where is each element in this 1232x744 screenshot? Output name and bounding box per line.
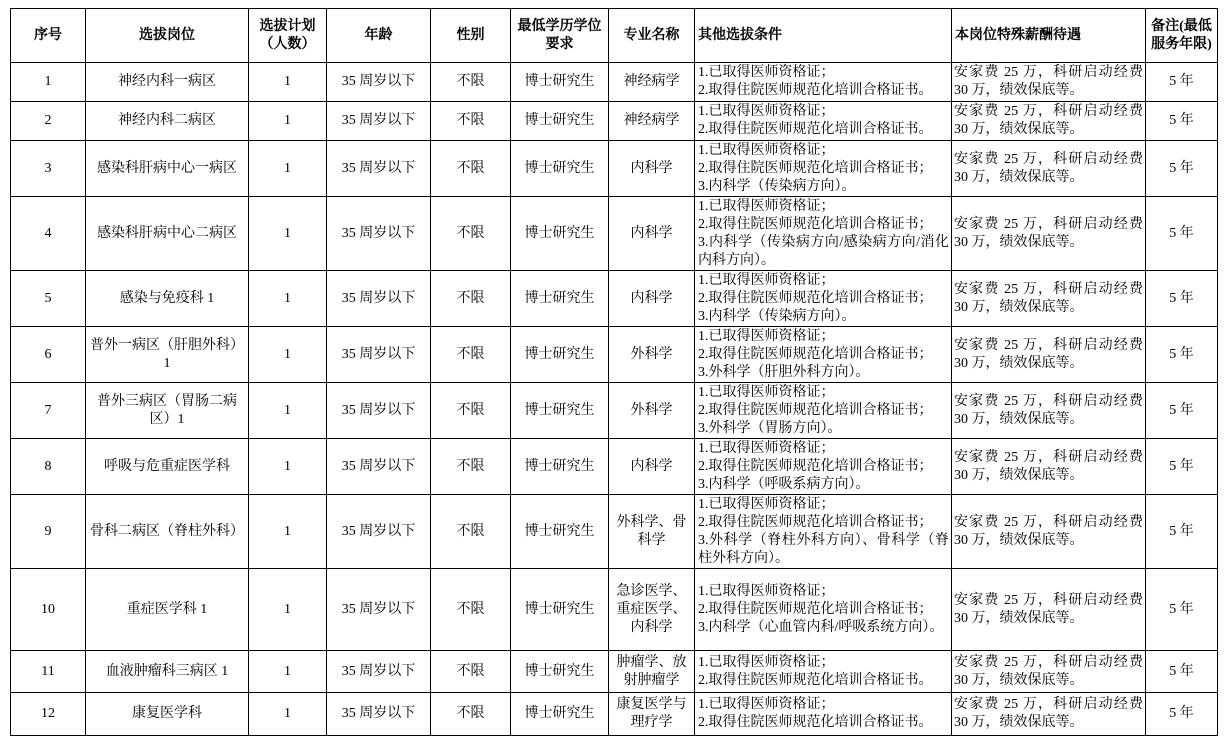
condition-item: 2.取得住院医师规范化培训合格证书； — [698, 514, 933, 530]
education-cell: 博士研究生 — [511, 102, 609, 141]
salary-cell: 安家费 25 万，科研启动经费 30 万，绩效保底等。 — [952, 495, 1146, 569]
conditions-cell — [695, 569, 952, 651]
education-cell: 博士研究生 — [511, 197, 609, 271]
plan-count-cell: 1 — [249, 63, 327, 102]
header-position: 选拔岗位 — [86, 9, 249, 63]
major-cell: 内科学 — [609, 271, 695, 327]
age-cell: 35 周岁以下 — [327, 569, 431, 651]
condition-item: 3.内科学（传染病方向）。 — [698, 308, 856, 324]
plan-count-cell: 1 — [249, 383, 327, 439]
condition-item: 2.取得住院医师规范化培训合格证书； — [698, 216, 933, 232]
plan-count-cell: 1 — [249, 651, 327, 693]
education-cell: 博士研究生 — [511, 569, 609, 651]
salary-cell: 安家费 25 万，科研启动经费 30 万，绩效保底等。 — [952, 651, 1146, 693]
table-body — [11, 63, 1218, 736]
gender-cell: 不限 — [431, 439, 511, 495]
condition-item: 1.已取得医师资格证； — [698, 583, 835, 599]
service-years-cell: 5 年 — [1146, 439, 1218, 495]
condition-item: 1.已取得医师资格证； — [698, 272, 835, 288]
condition-item: 1.已取得医师资格证； — [698, 104, 835, 119]
condition-item: 2.取得住院医师规范化培训合格证书。 — [698, 122, 933, 137]
index-cell: 6 — [11, 327, 86, 383]
recruitment-table — [10, 8, 1218, 736]
plan-count-cell: 1 — [249, 327, 327, 383]
position-cell: 感染科肝病中心二病区 — [86, 197, 249, 271]
condition-item: 2.取得住院医师规范化培训合格证书； — [698, 346, 933, 362]
plan-count-cell: 1 — [249, 439, 327, 495]
education-cell: 博士研究生 — [511, 327, 609, 383]
age-cell: 35 周岁以下 — [327, 495, 431, 569]
major-cell: 内科学 — [609, 197, 695, 271]
service-years-cell: 5 年 — [1146, 693, 1218, 736]
education-cell: 博士研究生 — [511, 141, 609, 197]
age-cell: 35 周岁以下 — [327, 383, 431, 439]
age-cell: 35 周岁以下 — [327, 327, 431, 383]
plan-count-cell: 1 — [249, 102, 327, 141]
position-cell: 感染与免疫科 1 — [86, 271, 249, 327]
conditions-cell — [695, 327, 952, 383]
gender-cell: 不限 — [431, 495, 511, 569]
header-gender: 性别 — [431, 9, 511, 63]
condition-item: 3.外科学（胃肠方向）。 — [698, 420, 842, 436]
salary-cell: 安家费 25 万，科研启动经费 30 万，绩效保底等。 — [952, 327, 1146, 383]
education-cell: 博士研究生 — [511, 693, 609, 736]
conditions-cell — [695, 271, 952, 327]
header-row — [11, 9, 1218, 63]
service-years-cell: 5 年 — [1146, 327, 1218, 383]
gender-cell: 不限 — [431, 197, 511, 271]
table-row — [11, 495, 1218, 569]
conditions-cell — [695, 693, 952, 736]
conditions-cell — [695, 651, 952, 693]
age-cell: 35 周岁以下 — [327, 102, 431, 141]
position-cell: 血液肿瘤科三病区 1 — [86, 651, 249, 693]
position-cell: 重症医学科 1 — [86, 569, 249, 651]
education-cell: 博士研究生 — [511, 495, 609, 569]
plan-count-cell: 1 — [249, 495, 327, 569]
index-cell: 8 — [11, 439, 86, 495]
major-cell: 内科学 — [609, 141, 695, 197]
table-row — [11, 569, 1218, 651]
header-education: 最低学历学位要求 — [511, 9, 609, 63]
index-cell: 12 — [11, 693, 86, 736]
table-row — [11, 439, 1218, 495]
condition-item: 1.已取得医师资格证； — [698, 198, 835, 214]
plan-count-cell: 1 — [249, 197, 327, 271]
index-cell: 5 — [11, 271, 86, 327]
service-years-cell: 5 年 — [1146, 197, 1218, 271]
header-age: 年龄 — [327, 9, 431, 63]
condition-item: 1.已取得医师资格证； — [698, 142, 835, 158]
condition-item: 3.内科学（传染病方向/感染病方向/消化内科方向）。 — [698, 234, 949, 268]
condition-item: 1.已取得医师资格证； — [698, 65, 835, 80]
position-cell: 骨科二病区（脊柱外科） — [86, 495, 249, 569]
table-row — [11, 271, 1218, 327]
condition-item: 1.已取得医师资格证； — [698, 496, 835, 512]
position-cell: 康复医学科 — [86, 693, 249, 736]
index-cell: 10 — [11, 569, 86, 651]
age-cell: 35 周岁以下 — [327, 271, 431, 327]
gender-cell: 不限 — [431, 651, 511, 693]
condition-item: 3.外科学（脊柱外科方向）、骨科学（脊柱外科方向）。 — [698, 532, 949, 566]
age-cell: 35 周岁以下 — [327, 439, 431, 495]
service-years-cell: 5 年 — [1146, 651, 1218, 693]
conditions-cell — [695, 439, 952, 495]
major-cell: 急诊医学、重症医学、内科学 — [609, 569, 695, 651]
education-cell: 博士研究生 — [511, 383, 609, 439]
service-years-cell: 5 年 — [1146, 141, 1218, 197]
service-years-cell: 5 年 — [1146, 383, 1218, 439]
age-cell: 35 周岁以下 — [327, 63, 431, 102]
table-head — [11, 9, 1218, 63]
condition-item: 2.取得住院医师规范化培训合格证书； — [698, 402, 933, 418]
salary-cell: 安家费 25 万，科研启动经费 30 万，绩效保底等。 — [952, 63, 1146, 102]
header-plan-count: 选拔计划（人数） — [249, 9, 327, 63]
position-cell: 感染科肝病中心一病区 — [86, 141, 249, 197]
condition-item: 1.已取得医师资格证； — [698, 328, 835, 344]
header-salary: 本岗位特殊薪酬待遇 — [952, 9, 1146, 63]
condition-item: 2.取得住院医师规范化培训合格证书。 — [698, 83, 933, 98]
conditions-cell — [695, 383, 952, 439]
index-cell: 3 — [11, 141, 86, 197]
education-cell: 博士研究生 — [511, 63, 609, 102]
gender-cell: 不限 — [431, 569, 511, 651]
index-cell: 2 — [11, 102, 86, 141]
table-row — [11, 141, 1218, 197]
condition-item: 2.取得住院医师规范化培训合格证书； — [698, 458, 933, 474]
major-cell: 外科学、骨科学 — [609, 495, 695, 569]
age-cell: 35 周岁以下 — [327, 693, 431, 736]
service-years-cell: 5 年 — [1146, 271, 1218, 327]
salary-cell: 安家费 25 万，科研启动经费 30 万，绩效保底等。 — [952, 141, 1146, 197]
conditions-cell — [695, 495, 952, 569]
major-cell: 内科学 — [609, 439, 695, 495]
plan-count-cell: 1 — [249, 693, 327, 736]
gender-cell: 不限 — [431, 141, 511, 197]
salary-cell: 安家费 25 万，科研启动经费 30 万，绩效保底等。 — [952, 383, 1146, 439]
condition-item: 2.取得住院医师规范化培训合格证书； — [698, 160, 933, 176]
service-years-cell: 5 年 — [1146, 569, 1218, 651]
plan-count-cell: 1 — [249, 569, 327, 651]
position-cell: 普外三病区（胃肠二病区）1 — [86, 383, 249, 439]
education-cell: 博士研究生 — [511, 439, 609, 495]
gender-cell: 不限 — [431, 327, 511, 383]
table-row — [11, 651, 1218, 693]
age-cell: 35 周岁以下 — [327, 141, 431, 197]
index-cell: 11 — [11, 651, 86, 693]
condition-item: 1.已取得医师资格证； — [698, 654, 835, 670]
plan-count-cell: 1 — [249, 141, 327, 197]
salary-cell: 安家费 25 万，科研启动经费 30 万，绩效保底等。 — [952, 569, 1146, 651]
service-years-cell: 5 年 — [1146, 63, 1218, 102]
condition-item: 1.已取得医师资格证； — [698, 440, 835, 456]
index-cell: 4 — [11, 197, 86, 271]
table-row — [11, 693, 1218, 736]
condition-item: 3.内科学（传染病方向）。 — [698, 178, 856, 194]
conditions-cell — [695, 141, 952, 197]
gender-cell: 不限 — [431, 63, 511, 102]
index-cell: 1 — [11, 63, 86, 102]
major-cell: 肿瘤学、放射肿瘤学 — [609, 651, 695, 693]
salary-cell: 安家费 25 万，科研启动经费 30 万，绩效保底等。 — [952, 102, 1146, 141]
gender-cell: 不限 — [431, 693, 511, 736]
header-conditions: 其他选拔条件 — [695, 9, 952, 63]
position-cell: 神经内科二病区 — [86, 102, 249, 141]
table-row — [11, 102, 1218, 141]
major-cell: 神经病学 — [609, 102, 695, 141]
conditions-cell — [695, 63, 952, 102]
education-cell: 博士研究生 — [511, 651, 609, 693]
position-cell: 普外一病区（肝胆外科）1 — [86, 327, 249, 383]
condition-item: 2.取得住院医师规范化培训合格证书。 — [698, 715, 933, 730]
age-cell: 35 周岁以下 — [327, 651, 431, 693]
salary-cell: 安家费 25 万，科研启动经费 30 万，绩效保底等。 — [952, 693, 1146, 736]
gender-cell: 不限 — [431, 271, 511, 327]
table-row — [11, 327, 1218, 383]
conditions-cell — [695, 197, 952, 271]
service-years-cell: 5 年 — [1146, 102, 1218, 141]
position-cell: 呼吸与危重症医学科 — [86, 439, 249, 495]
header-service-years: 备注(最低服务年限) — [1146, 9, 1218, 63]
condition-item: 1.已取得医师资格证； — [698, 697, 835, 712]
major-cell: 康复医学与理疗学 — [609, 693, 695, 736]
table-row — [11, 383, 1218, 439]
table-row — [11, 197, 1218, 271]
header-major: 专业名称 — [609, 9, 695, 63]
table-row — [11, 63, 1218, 102]
condition-item: 2.取得住院医师规范化培训合格证书； — [698, 601, 933, 617]
index-cell: 7 — [11, 383, 86, 439]
salary-cell: 安家费 25 万，科研启动经费 30 万，绩效保底等。 — [952, 197, 1146, 271]
plan-count-cell: 1 — [249, 271, 327, 327]
condition-item: 3.内科学（呼吸系病方向）。 — [698, 476, 870, 492]
age-cell: 35 周岁以下 — [327, 197, 431, 271]
index-cell: 9 — [11, 495, 86, 569]
education-cell: 博士研究生 — [511, 271, 609, 327]
condition-item: 2.取得住院医师规范化培训合格证书。 — [698, 672, 933, 688]
major-cell: 外科学 — [609, 383, 695, 439]
major-cell: 外科学 — [609, 327, 695, 383]
position-cell: 神经内科一病区 — [86, 63, 249, 102]
header-index: 序号 — [11, 9, 86, 63]
condition-item: 3.外科学（肝胆外科方向）。 — [698, 364, 870, 380]
condition-item: 3.内科学（心血管内科/呼吸系统方向）。 — [698, 619, 944, 635]
major-cell: 神经病学 — [609, 63, 695, 102]
conditions-cell — [695, 102, 952, 141]
condition-item: 1.已取得医师资格证； — [698, 384, 835, 400]
service-years-cell: 5 年 — [1146, 495, 1218, 569]
salary-cell: 安家费 25 万，科研启动经费 30 万，绩效保底等。 — [952, 439, 1146, 495]
salary-cell: 安家费 25 万，科研启动经费 30 万，绩效保底等。 — [952, 271, 1146, 327]
gender-cell: 不限 — [431, 383, 511, 439]
condition-item: 2.取得住院医师规范化培训合格证书； — [698, 290, 933, 306]
gender-cell: 不限 — [431, 102, 511, 141]
